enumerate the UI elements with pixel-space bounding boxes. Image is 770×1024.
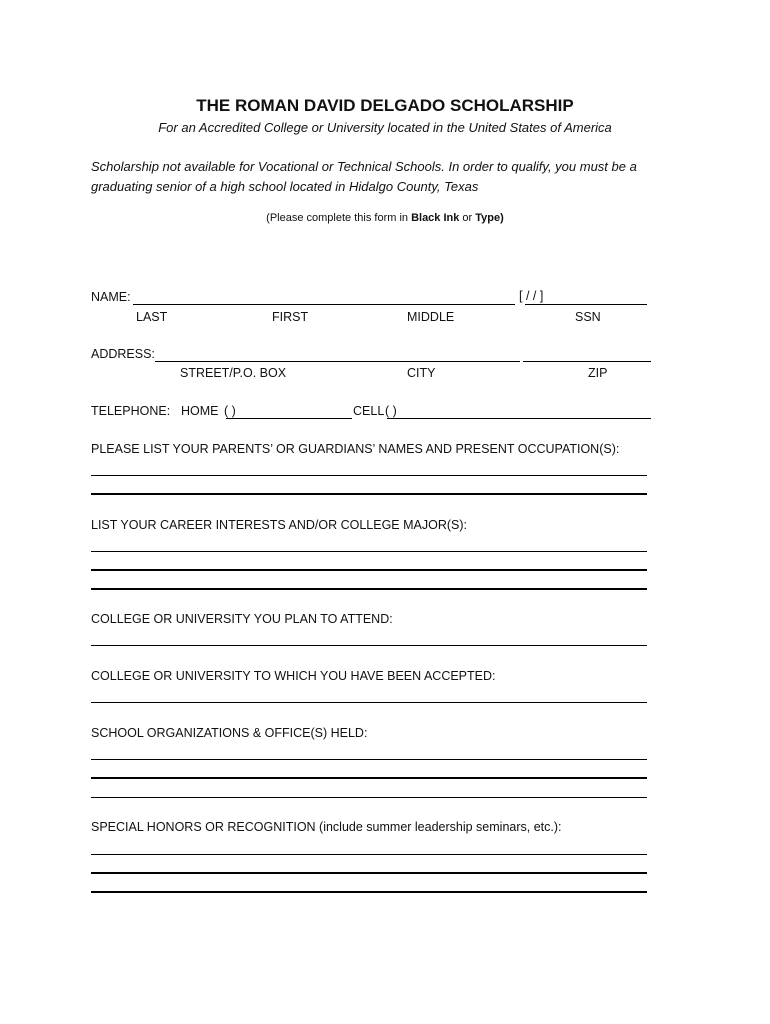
plan-to-attend-answer-line[interactable] [91, 645, 647, 646]
organizations-answer-line-1[interactable] [91, 759, 647, 760]
instructions-prefix: (Please complete this form in [266, 212, 412, 224]
address-sublabel-street: STREET/P.O. BOX [180, 366, 287, 380]
cell-area-code[interactable]: ( ) [385, 404, 397, 418]
home-area-code[interactable]: ( ) [224, 404, 236, 418]
address-sublabel-zip: ZIP [588, 366, 608, 380]
name-label: NAME: [91, 290, 131, 304]
honors-answer-line-3[interactable] [91, 891, 647, 893]
home-phone-label: HOME [181, 404, 219, 418]
career-question: LIST YOUR CAREER INTERESTS AND/OR COLLEGE MAJOR(S): [91, 518, 468, 532]
career-answer-line-1[interactable] [91, 551, 647, 552]
accepted-answer-line[interactable] [91, 702, 647, 703]
accepted-question: COLLEGE OR UNIVERSITY TO WHICH YOU HAVE BEEN ACCEPTED: [91, 669, 496, 683]
parents-answer-line-2[interactable] [91, 493, 647, 495]
eligibility-note: Scholarship not available for Vocational or Technical Schools. In order to qualify, you must be a graduating senior of a high school located in Hidalgo County, Texas [91, 159, 637, 194]
honors-answer-line-1[interactable] [91, 854, 647, 855]
instructions-middle: or [459, 212, 476, 224]
form-title: THE ROMAN DAVID DELGADO SCHOLARSHIP [196, 96, 574, 115]
organizations-answer-line-3[interactable] [91, 797, 647, 798]
name-sublabel-first: FIRST [272, 310, 309, 324]
ssn-underline [525, 304, 647, 305]
instructions-type: Type) [475, 212, 504, 224]
parents-answer-line-1[interactable] [91, 475, 647, 476]
address-sublabel-city: CITY [407, 366, 436, 380]
instructions-black-ink: Black Ink [411, 212, 460, 224]
name-sublabel-ssn: SSN [575, 310, 601, 324]
address-zip-field[interactable] [523, 361, 651, 362]
home-phone-field[interactable] [226, 418, 352, 419]
name-field[interactable] [133, 304, 515, 305]
telephone-label: TELEPHONE: [91, 404, 171, 418]
honors-question: SPECIAL HONORS OR RECOGNITION (include summer leadership seminars, etc.): [91, 820, 562, 834]
name-sublabel-last: LAST [136, 310, 168, 324]
form-instructions [0, 212, 770, 224]
ssn-field[interactable]: [ / / ] [519, 289, 544, 303]
plan-to-attend-question: COLLEGE OR UNIVERSITY YOU PLAN TO ATTEND: [91, 612, 393, 626]
honors-answer-line-2[interactable] [91, 872, 647, 874]
address-label: ADDRESS: [91, 347, 155, 361]
parents-question: PLEASE LIST YOUR PARENTS’ OR GUARDIANS’ NAMES AND PRESENT OCCUPATION(S): [91, 442, 620, 456]
organizations-question: SCHOOL ORGANIZATIONS & OFFICE(S) HELD: [91, 726, 368, 740]
career-answer-line-3[interactable] [91, 588, 647, 590]
cell-phone-label: CELL [353, 404, 385, 418]
career-answer-line-2[interactable] [91, 569, 647, 571]
cell-phone-field[interactable] [387, 418, 651, 419]
organizations-answer-line-2[interactable] [91, 777, 647, 779]
name-sublabel-middle: MIDDLE [407, 310, 455, 324]
address-street-city-field[interactable] [155, 361, 520, 362]
form-subtitle: For an Accredited College or University located in the United States of America [158, 120, 612, 135]
